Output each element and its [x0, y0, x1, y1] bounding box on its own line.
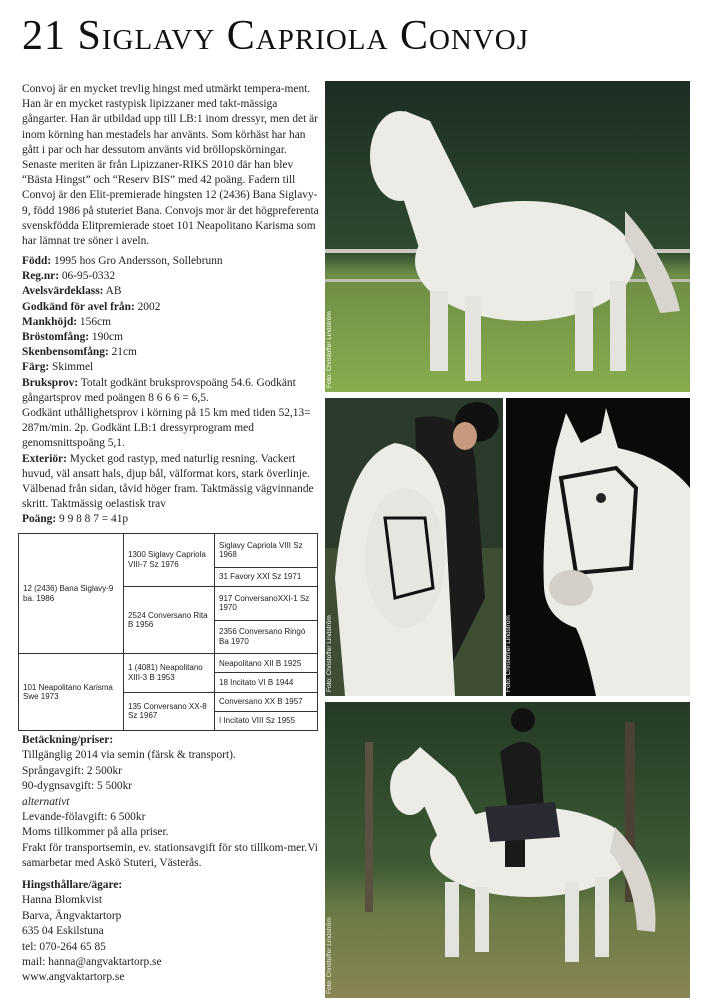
- pedigree-sdd: 2356 Conversano Ringó Ba 1970: [215, 620, 318, 654]
- pedigree-dsd: 18 Incitato VI B 1944: [215, 673, 318, 692]
- owner-address: 635 04 Eskilstuna: [22, 925, 104, 938]
- pricing-line: 90-dygnsavgift: 5 500kr: [22, 780, 133, 793]
- pedigree-sire: 12 (2436) Bana Siglavy-9 ba. 1986: [19, 534, 124, 654]
- pedigree-dam: 101 Neapolitano Karisma Swe 1973: [19, 654, 124, 731]
- pedigree-sds: 917 ConversanoXXI-1 Sz 1970: [215, 586, 318, 620]
- page-title: 21 Siglavy Capriola Convoj: [22, 13, 530, 59]
- pedigree-sd: 2524 Conversano Rita B 1956: [124, 586, 215, 653]
- owner-phone: tel: 070-264 65 85: [22, 940, 106, 953]
- fact-uthallighet: Godkänt uthållighetsprov i körning på 15 km med tiden 52,13= 287m/min. 2p. Godkänt LB:1 dressyrprogram med genomsnittspoäng 5,1.: [22, 407, 311, 450]
- pricing-heading: Betäckning/priser:: [22, 734, 114, 746]
- owner-block: [22, 878, 322, 986]
- fact-avel: Avelsvärdeklass: AB: [22, 285, 122, 298]
- pedigree-sss: Siglavy Capriola VIII Sz 1968: [215, 534, 318, 568]
- photo-horse-standing: [325, 81, 690, 392]
- photo-credit: Foto: Christoffer Lindström: [326, 311, 333, 388]
- pedigree-table: [18, 533, 318, 731]
- fact-bruksprov: Bruksprov: Totalt godkänt bruksprovspoäng 54.6. Godkänt gångartsprov med poängen 8 6 6 6 = 6,5.: [22, 376, 296, 404]
- fact-poang: Poäng: 9 9 8 8 7 = 41p: [22, 513, 129, 526]
- photo-credit: Foto: Christoffer Lindström: [326, 917, 333, 994]
- photo-horse-portrait: [506, 398, 690, 696]
- fact-skenbensomfang: Skenbensomfång: 21cm: [22, 346, 137, 359]
- pricing-line: Tillgänglig 2014 via semin (färsk & transport).: [22, 749, 236, 762]
- owner-name: Hanna Blomkvist: [22, 894, 103, 907]
- pedigree-ds: 1 (4081) Neapolitano XIII-3 B 1953: [124, 654, 215, 692]
- fact-exterior: Exteriör: Mycket god rastyp, med naturlig resning. Vackert huvud, väl ansatt hals, djup bål, välformat kors, stark överlinje. Välbenad från sidan, tåvid höger fram. Taktmässig vägvinnande skritt. Taktmässig oelastisk trav: [22, 452, 314, 511]
- intro-paragraph: Convoj är en mycket trevlig hingst med utmärkt tempera-ment. Han är en mycket rastypisk lipizzaner med takt-mässiga gångarter. Han är utbildad upp till LB:1 inom dressyr, men det är inom körning han mestadels har använts. Som körhäst har han gått i par och har dessutom använts vid bröllopskörningar. Senaste meriten är från Lipizzaner-RIKS 2010 där han blev “Bästa Hingst” och “Reserv BIS” med 42 poäng. Fadern till Convoj är den Elit-premierade hingsten 12 (2436) Bana Siglavy-9, född 1986 på stuteriet Bana. Convojs mor är det högpreferenta svenskfödda Elitpremierade stoet 101 Neapolitano Karisma som har lämnat tre söner i aveln.: [22, 83, 319, 248]
- pricing-line: Frakt för transportsemin, ev. stationsavgift för sto tillkom-mer.Vi samarbetar med Askö Stuteri, Västerås.: [22, 841, 318, 870]
- fact-mankhojd: Mankhöjd: 156cm: [22, 315, 111, 328]
- pricing-line: Språngavgift: 2 500kr: [22, 764, 122, 777]
- fact-godkand: Godkänd för avel från: 2002: [22, 300, 161, 313]
- facts-block: [22, 254, 320, 528]
- pedigree-dss: Neapolitano XII B 1925: [215, 654, 318, 673]
- photo-horse-ridden: [325, 702, 690, 998]
- pedigree-dds: Conversano XX B 1957: [215, 692, 318, 711]
- owner-mail: mail: hanna@angvaktartorp.se: [22, 956, 162, 969]
- fact-regnr: Reg.nr: 06-95-0332: [22, 270, 116, 283]
- pricing-line: Levande-fölavgift: 6 500kr: [22, 811, 146, 824]
- fact-farg: Färg: Skimmel: [22, 361, 94, 374]
- owner-web: www.angvaktartorp.se: [22, 971, 125, 984]
- pedigree-ssd: 31 Favory XXI Sz 1971: [215, 567, 318, 586]
- fact-fodd: Född: 1995 hos Gro Andersson, Sollebrunn: [22, 255, 223, 267]
- photo-credit: Foto: Christoffer Lindström: [326, 615, 333, 692]
- fact-brostomfang: Bröstomfång: 190cm: [22, 331, 123, 344]
- pedigree-dd: 135 Conversano XX-8 Sz 1967: [124, 692, 215, 730]
- photo-horse-with-rider: [325, 398, 503, 696]
- pedigree-ss: 1300 Siglavy Capriola VIII-7 Sz 1976: [124, 534, 215, 587]
- pricing-alt: alternativt: [22, 795, 70, 808]
- pricing-block: [22, 733, 322, 872]
- photo-credit: Foto: Christoffer Lindström: [505, 615, 512, 692]
- intro-text: [22, 82, 320, 249]
- pricing-line: Moms tillkommer på alla priser.: [22, 826, 169, 839]
- owner-heading: Hingsthållare/ägare:: [22, 879, 123, 891]
- pedigree-ddd: I Incitato VIII Sz 1955: [215, 711, 318, 730]
- owner-address: Barva, Ängvaktartorp: [22, 909, 122, 922]
